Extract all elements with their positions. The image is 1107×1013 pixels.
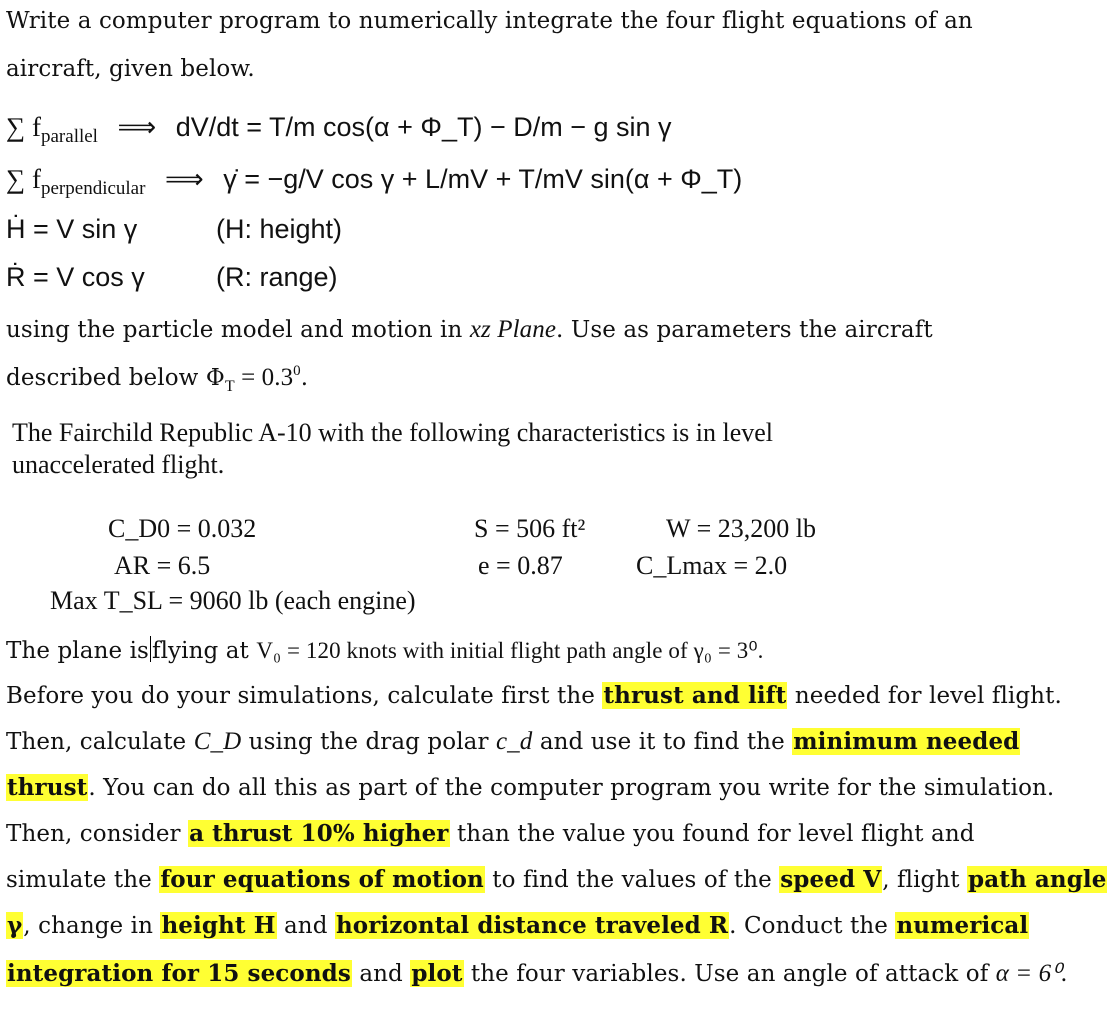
highlight-speed: speed V xyxy=(780,866,882,893)
equation-parallel: ∑ $f_{parallel}$ ⟹ dV/dt = T/m cos(α + Φ_T) − D/m − g sin γ xyxy=(6,112,672,147)
equation-perpendicular-rhs: γ̇ = −g/V cos γ + L/mV + T/mV sin(α + Φ_T) xyxy=(223,164,743,194)
param-e: e = 0.87 xyxy=(478,551,563,580)
text-cursor xyxy=(150,636,151,662)
param-clmax: C_Lmax = 2.0 xyxy=(636,551,788,580)
equation-perpendicular: ∑ $f_{perpendicular}$ ⟹ γ̇ = −g/V cos γ + L/mV + T/mV sin(α + Φ_T) xyxy=(6,164,743,199)
task-line-3: Then, calculate C_D using the drag polar c_d and use it to find the minimum needed xyxy=(6,728,1020,755)
param-w: W = 23,200 lb xyxy=(666,514,816,543)
highlight-thrust-lift: thrust and lift xyxy=(603,682,787,709)
aircraft-description-1: The Fairchild Republic A-10 with the following characteristics is in level xyxy=(12,418,774,447)
text-described-line: described below $\Phi_T = 0.3^0$. xyxy=(6,363,309,395)
task-line-2: Before you do your simulations, calculate first the thrust and lift needed for level flight. xyxy=(6,682,1062,709)
task-line-5: Then, consider a thrust 10% higher than the value you found for level flight and xyxy=(6,820,975,847)
highlight-thrust-10: a thrust 10% higher xyxy=(189,820,449,847)
highlight-height: height H xyxy=(161,912,276,939)
task-line-6: simulate the four equations of motion to find the values of the speed V, flight path angle xyxy=(6,866,1107,893)
intro-line-1: Write a computer program to numerically integrate the four flight equations of an xyxy=(6,8,973,34)
intro-line-2: aircraft, given below. xyxy=(6,56,255,82)
highlight-integration: integration for 15 seconds xyxy=(7,960,351,987)
param-s: S = 506 ft² xyxy=(474,514,586,543)
highlight-minimum-needed: minimum needed xyxy=(793,728,1020,755)
param-tsl: Max T_SL = 9060 lb (each engine) xyxy=(50,586,416,615)
param-ar: AR = 6.5 xyxy=(114,551,211,580)
equation-range: Ṙ = V cos γ (R: range) xyxy=(6,262,338,292)
highlight-thrust: thrust xyxy=(7,774,88,801)
highlight-four-equations: four equations of motion xyxy=(160,866,484,893)
equation-height: Ḣ = V sin γ (H: height) xyxy=(6,214,343,244)
task-line-8: integration for 15 seconds and plot the four variables. Use an angle of attack of α = 6⁰. xyxy=(7,960,1068,987)
highlight-numerical: numerical xyxy=(896,912,1029,939)
param-cd0: C_D0 = 0.032 xyxy=(108,514,257,543)
highlight-plot: plot xyxy=(411,960,463,987)
highlight-horizontal-distance: horizontal distance traveled R xyxy=(335,912,729,939)
highlight-path-angle: path angle xyxy=(968,866,1107,893)
aircraft-description-2: unaccelerated flight. xyxy=(12,450,225,479)
highlight-gamma: γ xyxy=(7,912,23,939)
task-line-4: thrust. You can do all this as part of the computer program you write for the simulation. xyxy=(7,774,1055,801)
task-line-1: The plane is flying at V₀ = 120 knots with initial flight path angle of γ₀ = 3⁰. xyxy=(6,638,764,664)
task-line-7: γ, change in height H and horizontal distance traveled R. Conduct the numerical xyxy=(7,912,1029,939)
equation-parallel-rhs: dV/dt = T/m cos(α + Φ_T) − D/m − g sin γ xyxy=(175,112,672,142)
text-using-line: using the particle model and motion in xz Plane. Use as parameters the aircraft xyxy=(6,316,933,343)
